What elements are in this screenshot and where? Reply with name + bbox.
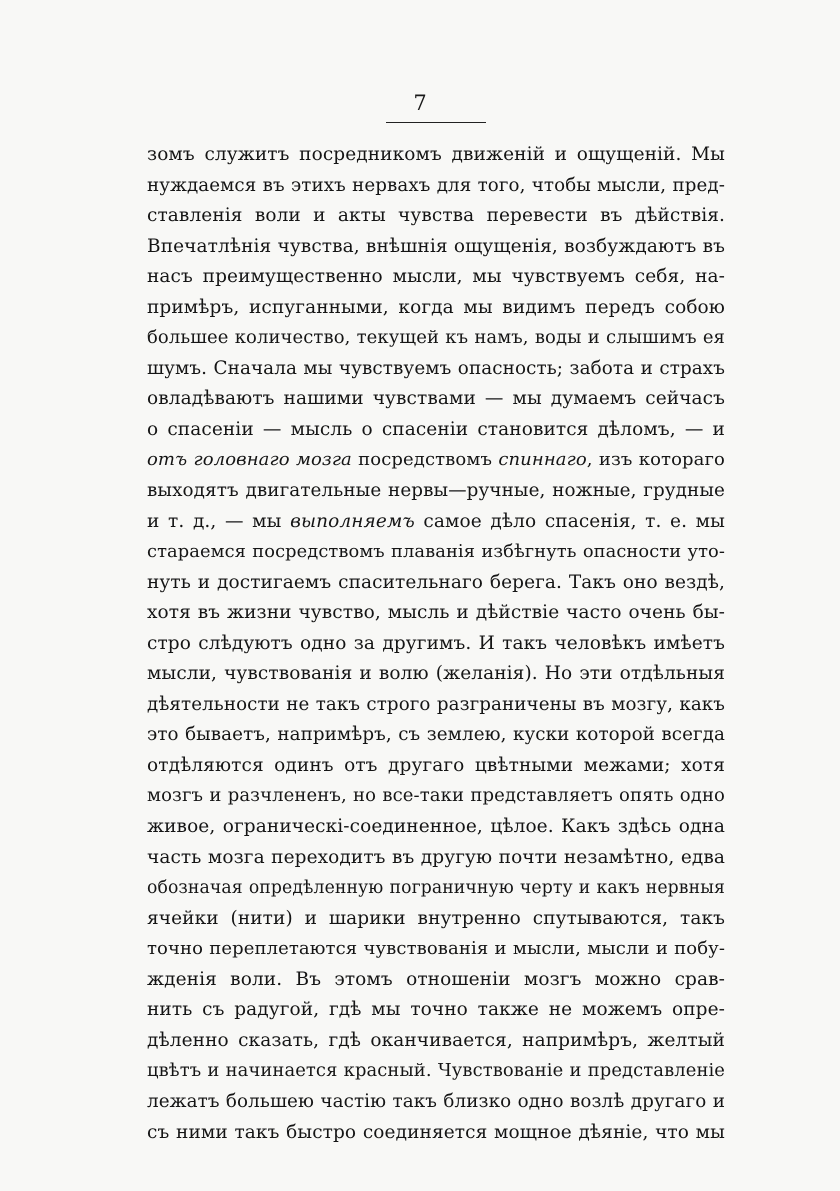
text-line: стро слѣдуютъ одно за другимъ. И такъ человѣкъ имѣетъ xyxy=(147,632,725,654)
text-line: часть мозга переходитъ въ другую почти незамѣтно, едва xyxy=(147,846,725,868)
text-line: это бываетъ, напримѣръ, съ землею, куски которой всегда xyxy=(147,724,725,746)
header-rule xyxy=(386,122,486,123)
text-line: дѣленно сказать, гдѣ оканчивается, напримѣръ, желтый xyxy=(147,1029,725,1051)
text-line: точно переплетаются чувствованія и мысли, мысли и побу- xyxy=(147,938,725,960)
text-line: ячейки (нити) и шарики внутренно спутываются, такъ xyxy=(147,907,725,929)
text-line: жденія воли. Въ этомъ отношеніи мозгъ можно срав- xyxy=(147,968,725,990)
text-line: цвѣтъ и начинается красный. Чувствованіе и представленіе xyxy=(147,1060,725,1082)
text-line: стараемся посредствомъ плаванія избѣгнуть опасности уто- xyxy=(147,541,725,563)
text-span: самое дѣло спасенія, т. е. мы xyxy=(414,510,725,532)
text-line: нить съ радугой, гдѣ мы точно также не можемъ опре- xyxy=(147,999,725,1021)
text-span: посредствомъ xyxy=(351,449,499,471)
text-line: хотя въ жизни чувство, мысль и дѣйствіе часто очень бы- xyxy=(147,602,725,624)
text-line: мысли, чувствованія и волю (желанія). Но эти отдѣльныя xyxy=(147,663,725,685)
text-line: дѣятельности не такъ строго разграничены въ мозгу, какъ xyxy=(147,693,725,715)
body-text xyxy=(147,140,725,1148)
text-line: ставленія воли и акты чувства перевести въ дѣйствія. xyxy=(147,205,725,227)
italic-phrase: отъ головнаго мозга xyxy=(147,449,352,471)
page-number: 7 xyxy=(413,91,427,115)
text-line: нуть и достигаемъ спасительнаго берега. Такъ оно вездѣ, xyxy=(147,571,725,593)
text-line: съ ними такъ быстро соединяется мощное дѣяніе, что мы xyxy=(147,1121,725,1143)
text-line: овладѣваютъ нашими чувствами — мы думаемъ сейчасъ xyxy=(147,388,725,410)
italic-phrase: спиннаго xyxy=(498,449,587,471)
italic-phrase: выполняемъ xyxy=(290,510,415,532)
text-line: мозгъ и разчлененъ, но все-таки представляетъ опять одно xyxy=(147,785,725,807)
text-line xyxy=(147,445,725,476)
text-line xyxy=(147,507,725,538)
text-span: , изъ котораго xyxy=(586,449,725,471)
text-line: шумъ. Сначала мы чувствуемъ опасность; забота и страхъ xyxy=(147,357,725,379)
text-line: нуждаемся въ этихъ нервахъ для того, чтобы мысли, пред- xyxy=(147,174,725,196)
text-line: отдѣляются одинъ отъ другаго цвѣтными межами; хотя xyxy=(147,754,725,776)
text-line: живое, ограническі-соединенное, цѣлое. Какъ здѣсь одна xyxy=(147,816,725,838)
page-header xyxy=(0,92,840,115)
text-line: зомъ служитъ посредникомъ движеній и ощущеній. Мы xyxy=(147,144,725,165)
text-line: обозначая опредѣленную пограничную черту и какъ нервныя xyxy=(147,878,725,899)
text-line: лежатъ большею частію такъ близко одно возлѣ другаго и xyxy=(147,1090,725,1112)
text-line: насъ преимущественно мысли, мы чувствуемъ себя, на- xyxy=(147,266,725,288)
text-line: Впечатлѣнія чувства, внѣшнія ощущенія, возбуждаютъ въ xyxy=(147,235,725,257)
text-line: большее количество, текущей къ намъ, воды и слышимъ ея xyxy=(147,327,725,349)
text-line: примѣръ, испуганными, когда мы видимъ передъ собою xyxy=(147,296,725,318)
text-span: и т. д., — мы xyxy=(147,510,291,532)
text-line: о спасеніи — мысль о спасеніи становится дѣломъ, — и xyxy=(147,418,725,440)
text-line: выходятъ двигательные нервы—ручные, ножные, грудные xyxy=(147,480,725,502)
